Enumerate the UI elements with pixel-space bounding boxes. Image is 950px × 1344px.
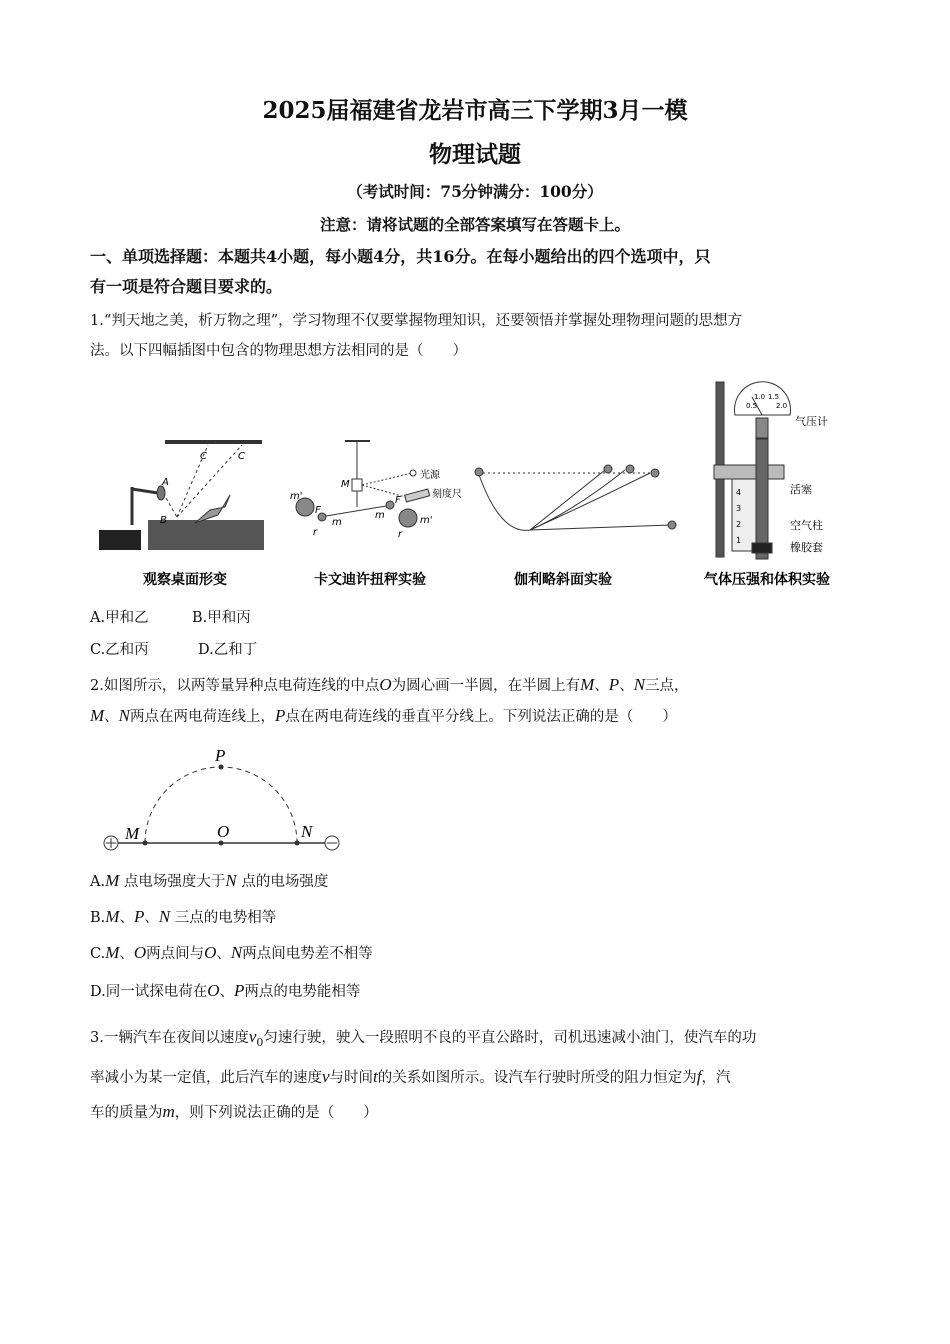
q2-line1: 2.如图所示，以两等量异种点电荷连线的中点O为圆心画一半圆，在半圆上有M、P、N三点， bbox=[90, 675, 689, 694]
q2-figure bbox=[95, 745, 355, 855]
section-heading bbox=[90, 242, 860, 302]
q3-line1: 3.一辆汽车在夜间以速度$v_0$匀速行驶，驶入一段照明不良的平直公路时，司机迅速减小油门，使汽车的功 bbox=[90, 1027, 757, 1049]
q3-line2: 率减小为某一定值，此后汽车的速度v与时间t的关系如图所示。设汽车行驶时所受的阻力恒定为f，汽 bbox=[90, 1066, 731, 1086]
q2-option-c: C.M、O两点间与O、N两点间电势差不相等 bbox=[90, 943, 373, 962]
fig-label-m: M bbox=[125, 824, 140, 843]
label-light-source: 光源 bbox=[420, 470, 440, 481]
q1-option-d: D.乙和丁 bbox=[198, 642, 258, 658]
q1-option-a: A.甲和乙 bbox=[90, 610, 149, 626]
section-heading-line1: 一、单项选择题：本题共4小题，每小题4分，共16分。在每小题给出的四个选项中，只 bbox=[90, 247, 711, 266]
notice: 注意：请将试题的全部答案填写在答题卡上。 bbox=[319, 215, 630, 234]
label-r-2: r bbox=[398, 529, 403, 540]
scale-mark-3: 3 bbox=[736, 504, 742, 513]
label-r-1: r bbox=[313, 527, 318, 538]
question-1-stem bbox=[90, 306, 862, 366]
gauge-mark-20: 2.0 bbox=[776, 402, 788, 410]
label-mprime-2: m' bbox=[420, 515, 433, 526]
section-heading-line2: 有一项是符合题目要求的。 bbox=[90, 277, 283, 296]
label-rubber-sleeve: 橡胶套 bbox=[790, 541, 823, 554]
q2-option-d: D.同一试探电荷在O、P两点的电势能相等 bbox=[90, 981, 361, 1000]
label-c1: C bbox=[200, 451, 207, 462]
scale-mark-2: 2 bbox=[736, 520, 742, 529]
caption-3: 伽利略斜面实验 bbox=[514, 572, 612, 588]
q3-line3: 车的质量为m，则下列说法正确的是（ ） bbox=[90, 1101, 378, 1121]
q2-option-a: A.M 点电场强度大于N 点的电场强度 bbox=[90, 871, 329, 890]
q1-option-c: C.乙和丙 bbox=[90, 642, 149, 658]
label-c2: C bbox=[238, 451, 245, 462]
fig-label-o: O bbox=[217, 822, 230, 841]
q1-line1: 1.“判天地之美，析万物之理”，学习物理不仅要掌握物理知识，还要领悟并掌握处理物理问题的思想方 bbox=[90, 313, 743, 329]
fig-label-n: N bbox=[301, 822, 313, 841]
exam-info: （考试时间：75分钟满分：100分） bbox=[347, 182, 603, 201]
label-m: M bbox=[341, 479, 350, 490]
gauge-mark-05: 0.5 bbox=[746, 402, 758, 410]
caption-4: 气体压强和体积实验 bbox=[704, 572, 830, 588]
caption-2: 卡文迪许扭秤实验 bbox=[314, 572, 426, 588]
label-air-column: 空气柱 bbox=[790, 519, 823, 532]
caption-1: 观察桌面形变 bbox=[143, 572, 227, 588]
question-3-stem bbox=[90, 1020, 862, 1130]
label-mprime-1: m' bbox=[290, 491, 303, 502]
figure-galileo-incline bbox=[475, 465, 676, 530]
q1-option-b: B.甲和丙 bbox=[192, 610, 251, 626]
label-piston: 活塞 bbox=[790, 483, 812, 496]
q1-figures bbox=[0, 375, 950, 615]
q2-option-b: B.M、P、N 三点的电势相等 bbox=[90, 907, 277, 926]
paper-title: 2025届福建省龙岩市高三下学期3月一模 bbox=[262, 97, 688, 124]
label-gauge: 气压计 bbox=[795, 415, 828, 428]
paper-subject: 物理试题 bbox=[429, 141, 521, 168]
gauge-mark-15: 1.5 bbox=[768, 393, 780, 401]
fig-label-p: P bbox=[215, 746, 226, 765]
label-m-2: m bbox=[375, 510, 385, 521]
label-f-1: F bbox=[315, 505, 321, 516]
gauge-mark-10: 1.0 bbox=[754, 393, 766, 401]
scale-mark-1: 1 bbox=[736, 536, 742, 545]
question-2-stem bbox=[90, 670, 862, 732]
q1-line2: 法。以下四幅插图中包含的物理思想方法相同的是（ ） bbox=[90, 343, 467, 359]
scale-mark-4: 4 bbox=[736, 488, 742, 497]
label-b: B bbox=[160, 515, 167, 526]
label-f-2: F bbox=[395, 495, 401, 506]
label-scale: 刻度尺 bbox=[432, 489, 462, 500]
q2-line2: M、N两点在两电荷连线上，P点在两电荷连线的垂直平分线上。下列说法正确的是（ ） bbox=[90, 706, 677, 725]
label-m-1: m bbox=[332, 517, 342, 528]
label-a: A bbox=[162, 477, 169, 488]
